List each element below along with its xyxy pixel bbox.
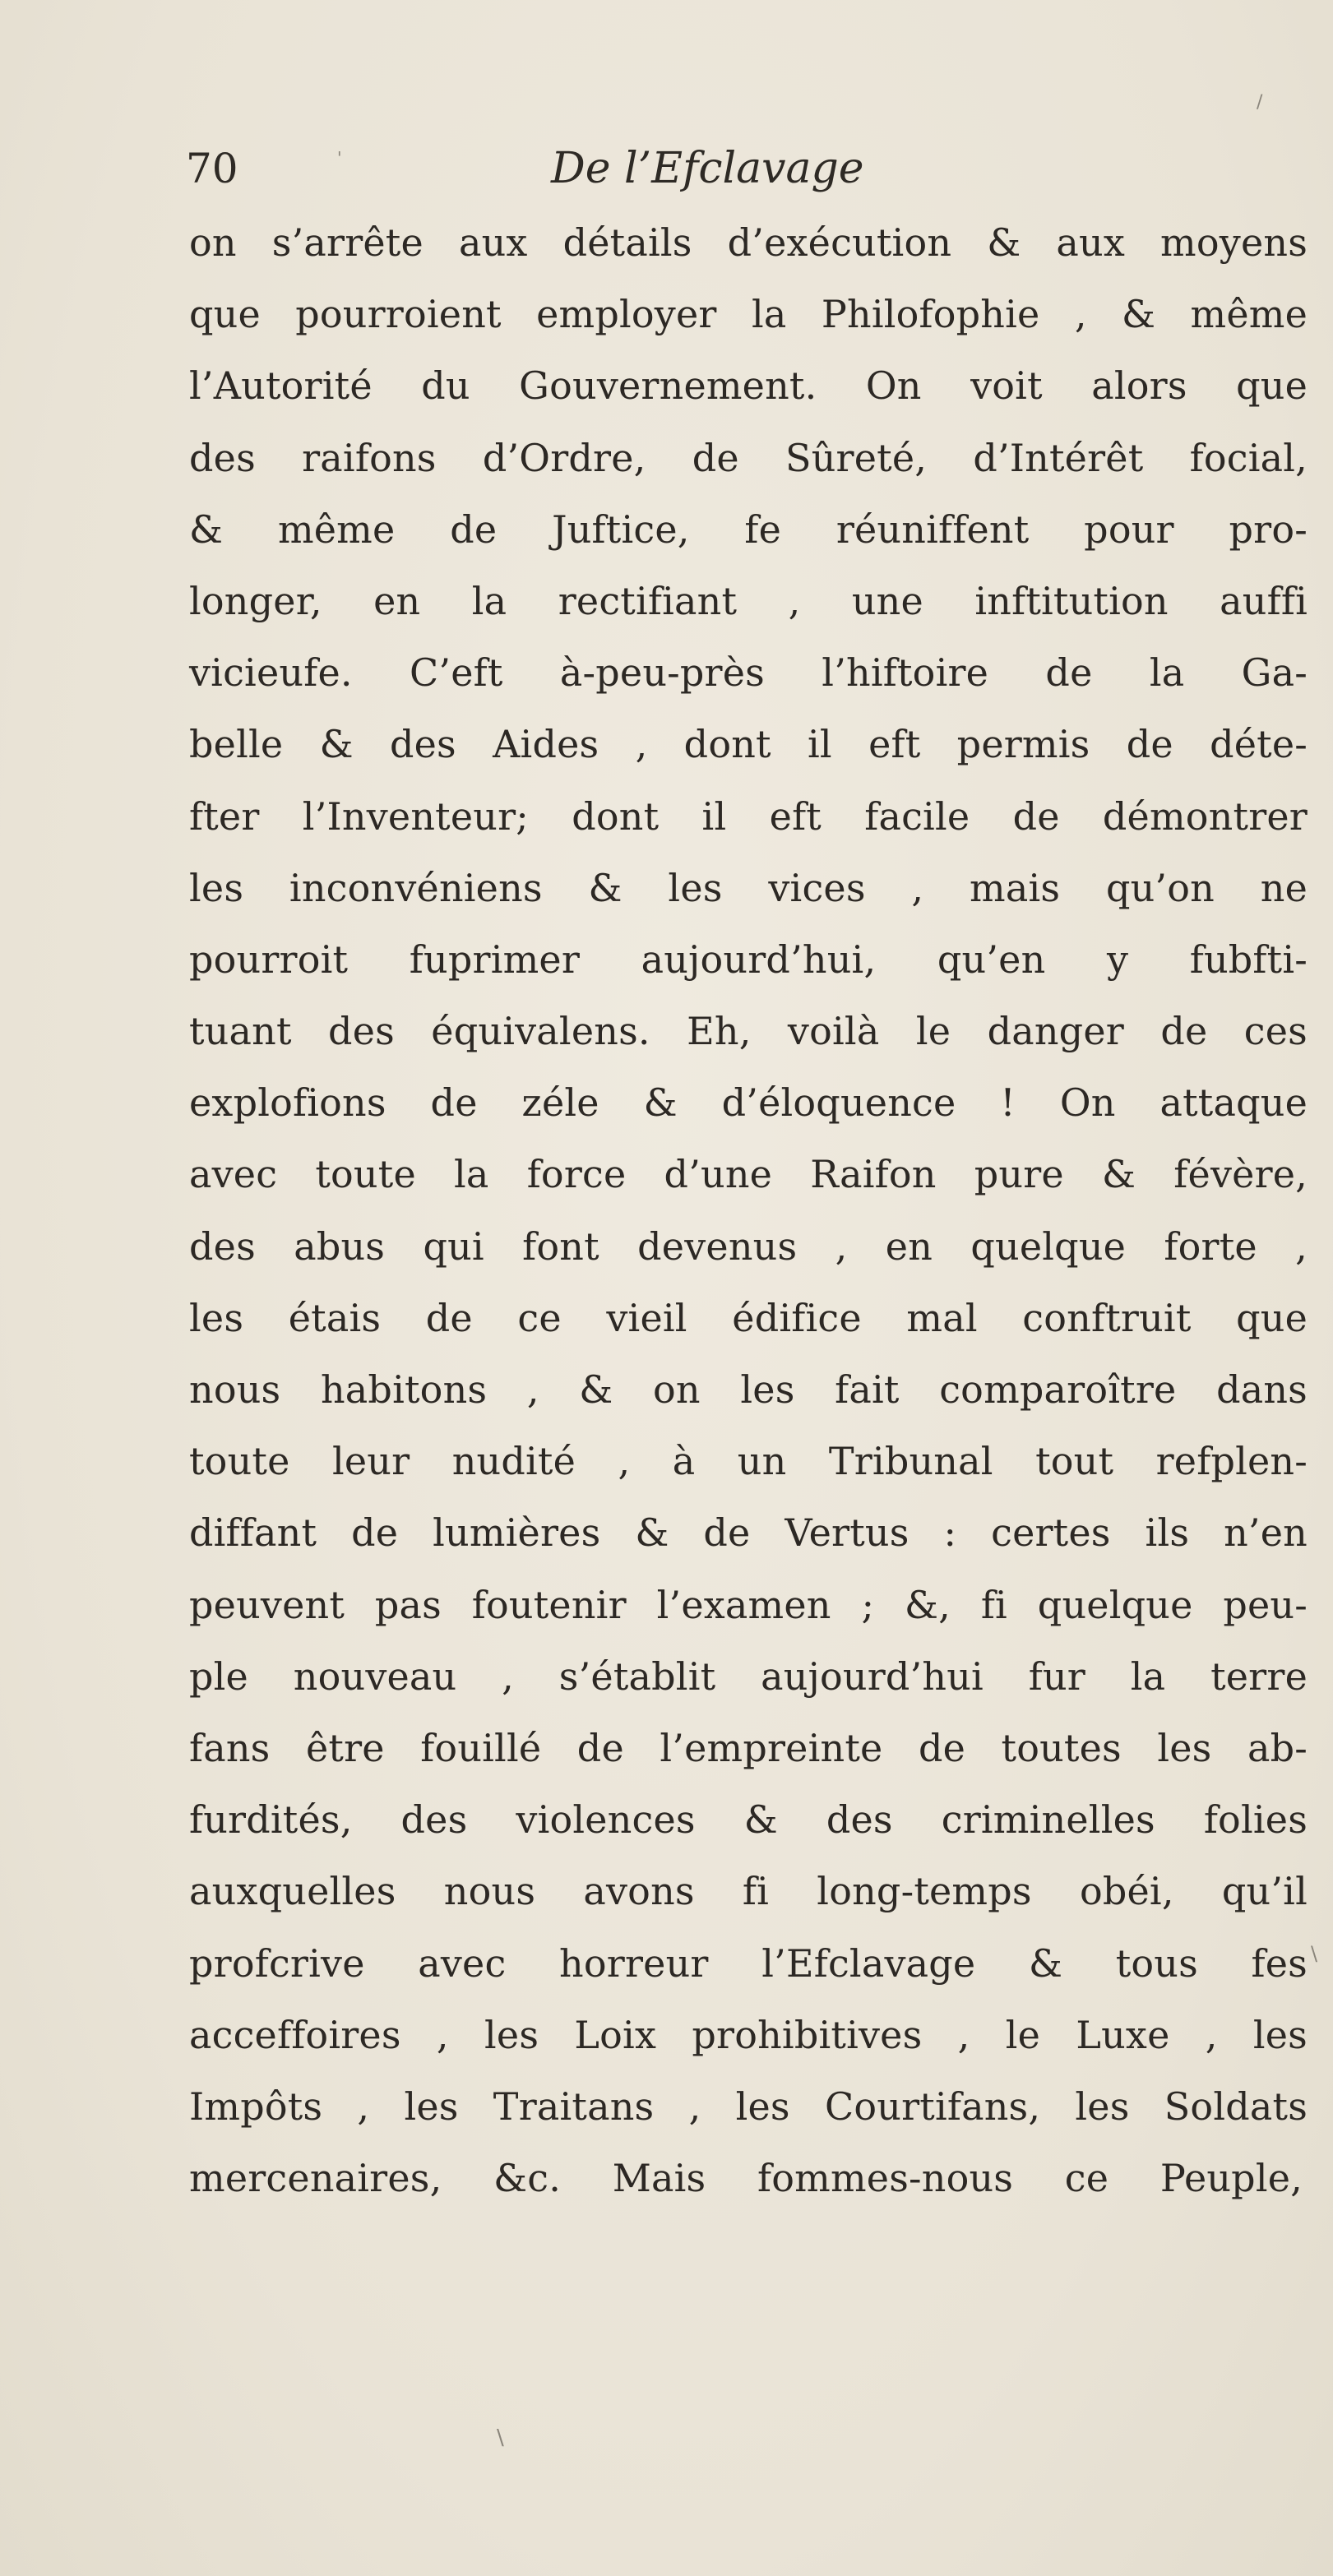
text-line: Impôts , les Traitans , les Courtifans, les Soldats <box>189 2083 1308 2129</box>
text-line: profcrive avec horreur l’Efclavage & tous fes <box>189 1940 1308 1986</box>
text-line: que pourroient employer la Philofophie , & même <box>189 292 1308 337</box>
text-line: des raifons d’Ordre, de Sûreté, d’Intérêt focial, <box>189 435 1308 480</box>
running-title: De l’Efclavage <box>551 144 864 193</box>
text-line: acceffoires , les Loix prohibitives , le Luxe , les <box>189 2012 1308 2057</box>
text-line: tuant des équivalens. Eh, voilà le danger de ces <box>189 1009 1308 1054</box>
text-line: belle & des Aides , dont il eft permis de déte- <box>189 722 1308 767</box>
text-line: & même de Juftice, fe réuniffent pour pro- <box>189 506 1308 552</box>
text-line: diffant de lumières & de Vertus : certes ils n’en <box>189 1510 1308 1556</box>
text-line: les inconvéniens & les vices , mais qu’on ne <box>189 865 1308 910</box>
text-line: l’Autorité du Gouvernement. On voit alors que <box>189 363 1308 409</box>
text-line: mercenaires, &c. Mais fommes-nous ce Peuple, <box>189 2156 1303 2201</box>
text-line: ple nouveau , s’établit aujourd’hui fur la terre <box>189 1653 1308 1699</box>
paper-blemish: ' <box>337 148 342 168</box>
page-number: 70 <box>186 145 238 192</box>
text-line: toute leur nudité , à un Tribunal tout refplen- <box>189 1439 1308 1484</box>
text-line: pourroit fuprimer aujourd’hui, qu’en y fubfti- <box>189 937 1308 982</box>
text-line: avec toute la force d’une Raifon pure & févère, <box>189 1152 1308 1197</box>
text-line: les étais de ce vieil édifice mal conftruit que <box>189 1295 1308 1340</box>
text-line: explofions de zéle & d’éloquence ! On attaque <box>189 1080 1308 1126</box>
body-text <box>189 207 1308 2214</box>
paper-blemish: / <box>1257 92 1263 113</box>
paper-blemish: \ <box>497 2426 504 2450</box>
text-line: auxquelles nous avons fi long-temps obéi, qu’il <box>189 1869 1308 1914</box>
text-line: vicieufe. C’eft à-peu-près l’hiftoire de la Ga- <box>189 650 1308 696</box>
text-line: nous habitons , & on les fait comparoître dans <box>189 1367 1308 1412</box>
text-line: on s’arrête aux détails d’exécution & aux moyens <box>189 220 1308 265</box>
text-line: fter l’Inventeur; dont il eft facile de démontrer <box>189 793 1308 839</box>
page-header <box>0 140 1333 206</box>
paper-blemish: \ <box>1311 1942 1318 1965</box>
text-line: fans être fouillé de l’empreinte de toutes les ab- <box>189 1725 1308 1770</box>
text-line: longer, en la rectifiant , une inftitution auffi <box>189 578 1308 623</box>
text-line: furdités, des violences & des criminelles folies <box>189 1797 1308 1843</box>
text-line: peuvent pas foutenir l’examen ; &, fi quelque peu- <box>189 1582 1308 1627</box>
text-line: des abus qui font devenus , en quelque forte , <box>189 1223 1308 1269</box>
